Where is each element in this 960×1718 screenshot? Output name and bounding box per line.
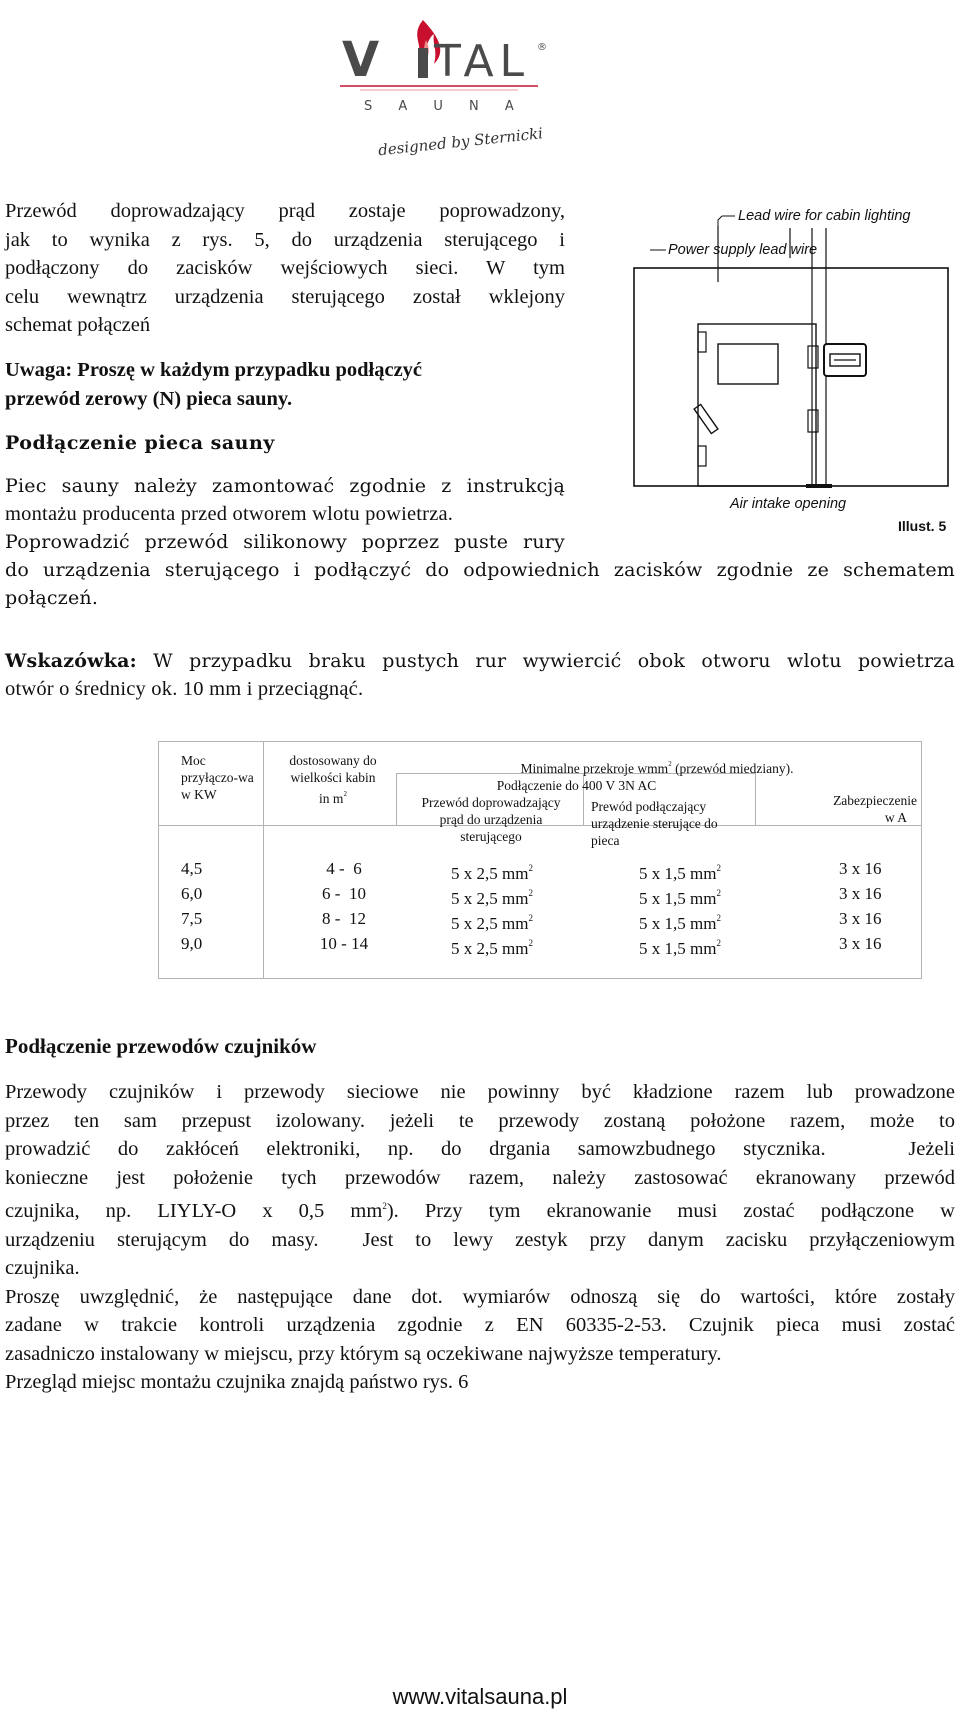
intro-line: podłączony do zacisków wejściowych sieci. W tym (5, 257, 565, 279)
cell-supply: 5 x 2,5 $mm^2$ (451, 938, 533, 958)
sensor-line: przez ten sam przepust izolowany. jeżeli te przewody zostaną położone razem, może to (5, 1109, 955, 1132)
cell-fuse: 3 x 16 (839, 884, 882, 903)
cell-supply: 5 x 2,5 $mm^2$ (451, 888, 533, 908)
vital-sauna-logo (330, 0, 630, 168)
header-fuse: Zabezpieczenie w A (833, 793, 917, 825)
connection-line: do urządzenia sterującego i podłączyć do odpowiednich zacisków zgodnie ze schematem (5, 559, 955, 581)
sensor-line: zadane w trakcie kontroli urządzenia zgodnie z EN 60335-2-53. Czujnik pieca musi zostać (5, 1314, 955, 1336)
cell-size: 6 - 10 (322, 884, 366, 903)
cell-supply: 5 x 2,5 $mm^2$ (451, 913, 533, 933)
sensor-line: Przewody czujników i przewody sieciowe nie powinny być kładzione razem lub prowadzone (5, 1081, 955, 1103)
cell-fuse: 3 x 16 (839, 934, 882, 953)
logo-letter-v: V (342, 32, 380, 88)
cell-heater: 5 x 1,5 $mm^2$ (639, 938, 721, 958)
header-cabin-size: dostosowany do wielkości kabin in $m^2$ (289, 753, 377, 806)
tip-text: W przypadku braku pustych rur wywiercić obok otworu wlotu powietrza (153, 650, 955, 672)
cell-power: 6,0 (181, 884, 203, 903)
cell-fuse: 3 x 16 (839, 909, 882, 928)
tip-line (5, 647, 955, 675)
cell-supply: 5 x 2,5 $mm^2$ (451, 863, 533, 883)
intro-line: celu wewnątrz urządzenia sterującego został wklejony (5, 285, 565, 308)
intro-paragraph (5, 197, 565, 340)
cell-power: 9,0 (181, 934, 203, 953)
sensor-wires-heading: Podłączenie przewodów czujników (5, 1034, 317, 1058)
connection-line: Piec sauny należy zamontować zgodnie z instrukcją (5, 475, 565, 497)
cell-size: 4 - 6 (326, 859, 362, 878)
header-min-cross-section: Minimalne przekroje wmm$^2$ (przewód miedziany). (520, 760, 794, 776)
power-supply-label: Power supply lead wire (668, 242, 818, 258)
cell-heater: 5 x 1,5 $mm^2$ (639, 888, 721, 908)
connection-line: połączeń. (5, 587, 99, 609)
neutral-wire-warning (5, 356, 565, 413)
connection-line: montażu producenta przed otworem wlotu powietrza. (5, 503, 454, 525)
intro-line: jak to wynika z rys. 5, do urządzenia sterującego i (5, 228, 565, 251)
table-row (159, 931, 921, 956)
warning-line: przewód zerowy (N) pieca sauny. (5, 387, 293, 410)
connection-line: Poprowadzić przewód silikonowy poprzez puste rury (5, 531, 565, 553)
warning-line: Uwaga: Proszę w każdym przypadku podłączyć (5, 359, 423, 381)
sensor-line: prowadzić do zakłóceń elektroniki, np. do drgania samowzbudnego stycznika. Jeżeli (5, 1138, 955, 1160)
logo-graphic (330, 0, 630, 168)
tip-line: otwór o średnicy ok. 10 mm i przeciągnąć. (5, 678, 364, 700)
sensor-line: zasadniczo instalowany w miejscu, przy którym są oczekiwane najwyższe temperatury. (5, 1342, 722, 1365)
header-voltage: Podłączenie do 400 V 3N AC (496, 778, 657, 793)
cell-heater: 5 x 1,5 $mm^2$ (639, 913, 721, 933)
air-intake-label: Air intake opening (730, 496, 847, 512)
tip-paragraph (5, 647, 955, 703)
header-power: Moc przyłączo-wa w KW (181, 753, 254, 802)
header-heater-cable: Prewód podłączający urządzenie sterujące do pieca (591, 799, 718, 848)
header-supply-cable: Przewód doprowadzający prąd do urządzenia sterującego (421, 795, 561, 844)
tip-label: Wskazówka: (5, 650, 137, 672)
sensor-line: czujnika, np. LIYLY-O x 0,5 $mm^2$). Przy tym ekranowanie musi zostać podłączone w (5, 1200, 955, 1222)
cell-power: 4,5 (181, 859, 203, 878)
designer-signature: designed by Sternicki (377, 124, 544, 160)
intro-line: Przewód doprowadzający prąd zostaje poprowadzony, (5, 200, 565, 222)
illustration-caption: Illust. 5 (898, 518, 947, 534)
power-cable-table (158, 741, 922, 979)
lead-wire-label: Lead wire for cabin lighting (738, 208, 911, 224)
sensor-line: Proszę uwzględnić, że następujące dane dot. wymiarów odnoszą się do wartości, które zostały (5, 1285, 955, 1308)
table-row (159, 856, 921, 881)
sensor-line: Przegląd miejsc montażu czujnika znajdą państwo rys. 6 (5, 1371, 469, 1393)
sensor-line: urządzeniu sterującym do masy. Jest to lewy zestyk przy danym zacisku przyłączeniowym (5, 1228, 955, 1251)
registered-mark: ® (537, 42, 547, 53)
logo-letters-tal: TAL (434, 36, 531, 87)
intro-line: schemat połączeń (5, 314, 151, 336)
heater-connection-heading: Podłączenie pieca sauny (5, 432, 275, 454)
connection-paragraph-cont (5, 556, 955, 612)
table-row (159, 906, 921, 931)
footer-website[interactable]: www.vitalsauna.pl (392, 1684, 568, 1709)
cell-fuse: 3 x 16 (839, 859, 882, 878)
illustration-5 (630, 198, 960, 538)
sensor-paragraph (5, 1078, 955, 1397)
connection-paragraph (5, 472, 565, 556)
cell-power: 7,5 (181, 909, 203, 928)
cell-heater: 5 x 1,5 $mm^2$ (639, 863, 721, 883)
table-row (159, 881, 921, 906)
logo-subtitle: S A U N A (364, 99, 525, 114)
cell-size: 8 - 12 (322, 909, 366, 928)
sensor-line: konieczne jest położenie tych przewodów razem, należy zastosować ekranowany przewód (5, 1166, 955, 1189)
cell-size: 10 - 14 (319, 934, 369, 953)
sensor-line: czujnika. (5, 1257, 80, 1279)
